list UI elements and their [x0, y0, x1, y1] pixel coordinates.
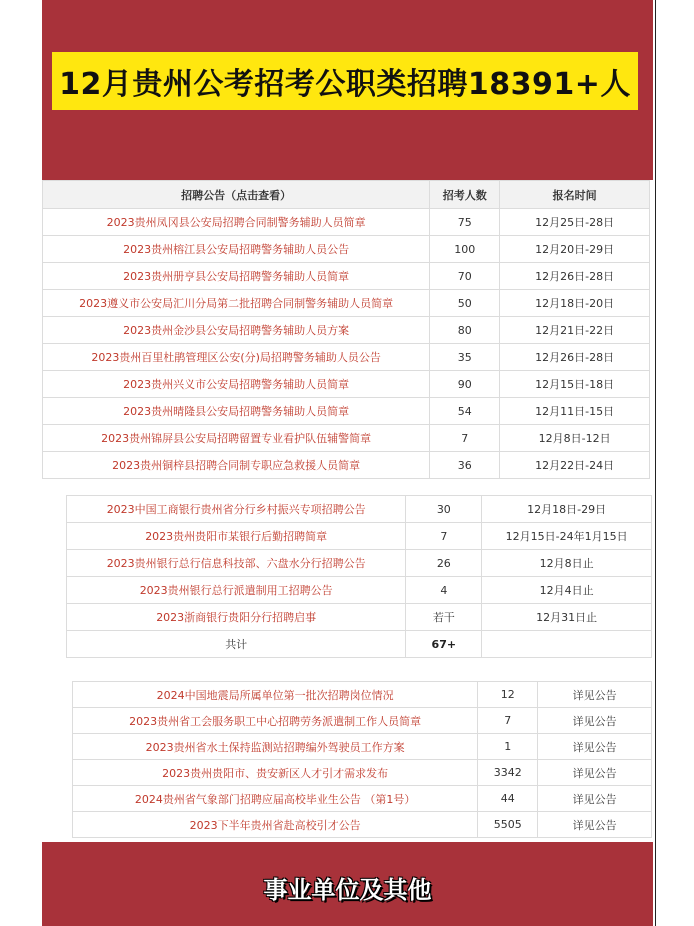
bank-recruitment-table: [66, 495, 652, 658]
table-row: [67, 496, 652, 523]
total-value: 67+: [406, 631, 482, 658]
time-cell: 详见公告: [538, 734, 652, 760]
footer-caption: 事业单位及其他: [263, 876, 432, 904]
time-cell: 12月8日止: [482, 550, 652, 577]
announcement-link[interactable]: 2023下半年贵州省赴高校引才公告: [73, 812, 478, 838]
total-label: 共计: [67, 631, 406, 658]
table-row: [43, 425, 650, 452]
announcement-link[interactable]: 2023浙商银行贵阳分行招聘启事: [67, 604, 406, 631]
table-row: [67, 550, 652, 577]
institution-recruitment-table: [72, 681, 652, 838]
time-cell: 12月26日-28日: [500, 263, 650, 290]
time-cell: 12月26日-28日: [500, 344, 650, 371]
page-title: 12月贵州公考招考公职类招聘18391+人: [59, 67, 631, 102]
count-cell: 50: [430, 290, 500, 317]
announcement-link[interactable]: 2023贵州贵阳市、贵安新区人才引才需求发布: [73, 760, 478, 786]
count-cell: 26: [406, 550, 482, 577]
table-row: [43, 317, 650, 344]
table-row: [73, 760, 652, 786]
count-cell: 35: [430, 344, 500, 371]
announcement-link[interactable]: 2023贵州银行总行派遣制用工招聘公告: [67, 577, 406, 604]
header-count: 招考人数: [430, 181, 500, 209]
count-cell: 36: [430, 452, 500, 479]
table-row: [43, 371, 650, 398]
announcement-link[interactable]: 2023中国工商银行贵州省分行乡村振兴专项招聘公告: [67, 496, 406, 523]
time-cell: 12月11日-15日: [500, 398, 650, 425]
header-band: [42, 0, 653, 180]
count-cell: 4: [406, 577, 482, 604]
count-cell: 7: [430, 425, 500, 452]
announcement-link[interactable]: 2023贵州榕江县公安局招聘警务辅助人员公告: [43, 236, 430, 263]
table-row: [73, 734, 652, 760]
count-cell: 7: [478, 708, 538, 734]
right-margin: [653, 0, 694, 926]
time-cell: 详见公告: [538, 682, 652, 708]
announcement-link[interactable]: 2023贵州金沙县公安局招聘警务辅助人员方案: [43, 317, 430, 344]
announcement-link[interactable]: 2023贵州百里杜鹃管理区公安(分)局招聘警务辅助人员公告: [43, 344, 430, 371]
time-cell: 详见公告: [538, 812, 652, 838]
count-cell: 1: [478, 734, 538, 760]
announcement-link[interactable]: 2024贵州省气象部门招聘应届高校毕业生公告 （第1号）: [73, 786, 478, 812]
left-margin: [0, 0, 42, 926]
title-banner: [52, 52, 638, 110]
police-recruitment-table: [42, 180, 650, 479]
total-row: [67, 631, 652, 658]
time-cell: 12月18日-20日: [500, 290, 650, 317]
time-cell: 详见公告: [538, 786, 652, 812]
announcement-link[interactable]: 2023贵州省水土保持监测站招聘编外驾驶员工作方案: [73, 734, 478, 760]
poster: [42, 0, 653, 926]
announcement-link[interactable]: 2023贵州凤冈县公安局招聘合同制警务辅助人员简章: [43, 209, 430, 236]
header-time: 报名时间: [500, 181, 650, 209]
empty-cell: [482, 631, 652, 658]
table-row: [73, 812, 652, 838]
time-cell: 12月22日-24日: [500, 452, 650, 479]
time-cell: 12月8日-12日: [500, 425, 650, 452]
time-cell: 详见公告: [538, 708, 652, 734]
time-cell: 12月20日-29日: [500, 236, 650, 263]
count-cell: 30: [406, 496, 482, 523]
table-row: [67, 577, 652, 604]
time-cell: 12月31日止: [482, 604, 652, 631]
count-cell: 100: [430, 236, 500, 263]
table-row: [73, 786, 652, 812]
table-row: [73, 708, 652, 734]
count-cell: 12: [478, 682, 538, 708]
count-cell: 80: [430, 317, 500, 344]
announcement-link[interactable]: 2023贵州省工会服务职工中心招聘劳务派遣制工作人员简章: [73, 708, 478, 734]
table-row: [43, 398, 650, 425]
table-row: [43, 344, 650, 371]
table-header-row: [43, 181, 650, 209]
time-cell: 12月15日-24年1月15日: [482, 523, 652, 550]
count-cell: 54: [430, 398, 500, 425]
table-row: [43, 236, 650, 263]
table-row: [43, 209, 650, 236]
announcement-link[interactable]: 2023遵义市公安局汇川分局第二批招聘合同制警务辅助人员简章: [43, 290, 430, 317]
table-row: [43, 263, 650, 290]
count-cell: 若干: [406, 604, 482, 631]
announcement-link[interactable]: 2023贵州银行总行信息科技部、六盘水分行招聘公告: [67, 550, 406, 577]
count-cell: 90: [430, 371, 500, 398]
table-row: [43, 290, 650, 317]
announcement-link[interactable]: 2023贵州锦屏县公安局招聘留置专业看护队伍辅警简章: [43, 425, 430, 452]
time-cell: 12月18日-29日: [482, 496, 652, 523]
announcement-link[interactable]: 2023贵州铜梓县招聘合同制专职应急救援人员简章: [43, 452, 430, 479]
table-row: [43, 452, 650, 479]
table-row: [67, 523, 652, 550]
header-announcement: 招聘公告（点击查看）: [43, 181, 430, 209]
announcement-link[interactable]: 2024中国地震局所属单位第一批次招聘岗位情况: [73, 682, 478, 708]
count-cell: 5505: [478, 812, 538, 838]
count-cell: 75: [430, 209, 500, 236]
announcement-link[interactable]: 2023贵州贵阳市某银行后勤招聘简章: [67, 523, 406, 550]
table-row: [67, 604, 652, 631]
count-cell: 70: [430, 263, 500, 290]
announcement-link[interactable]: 2023贵州晴隆县公安局招聘警务辅助人员简章: [43, 398, 430, 425]
time-cell: 12月15日-18日: [500, 371, 650, 398]
count-cell: 44: [478, 786, 538, 812]
time-cell: 12月4日止: [482, 577, 652, 604]
time-cell: 12月21日-22日: [500, 317, 650, 344]
announcement-link[interactable]: 2023贵州册亨县公安局招聘警务辅助人员简章: [43, 263, 430, 290]
time-cell: 详见公告: [538, 760, 652, 786]
time-cell: 12月25日-28日: [500, 209, 650, 236]
count-cell: 7: [406, 523, 482, 550]
announcement-link[interactable]: 2023贵州兴义市公安局招聘警务辅助人员简章: [43, 371, 430, 398]
table-row: [73, 682, 652, 708]
count-cell: 3342: [478, 760, 538, 786]
